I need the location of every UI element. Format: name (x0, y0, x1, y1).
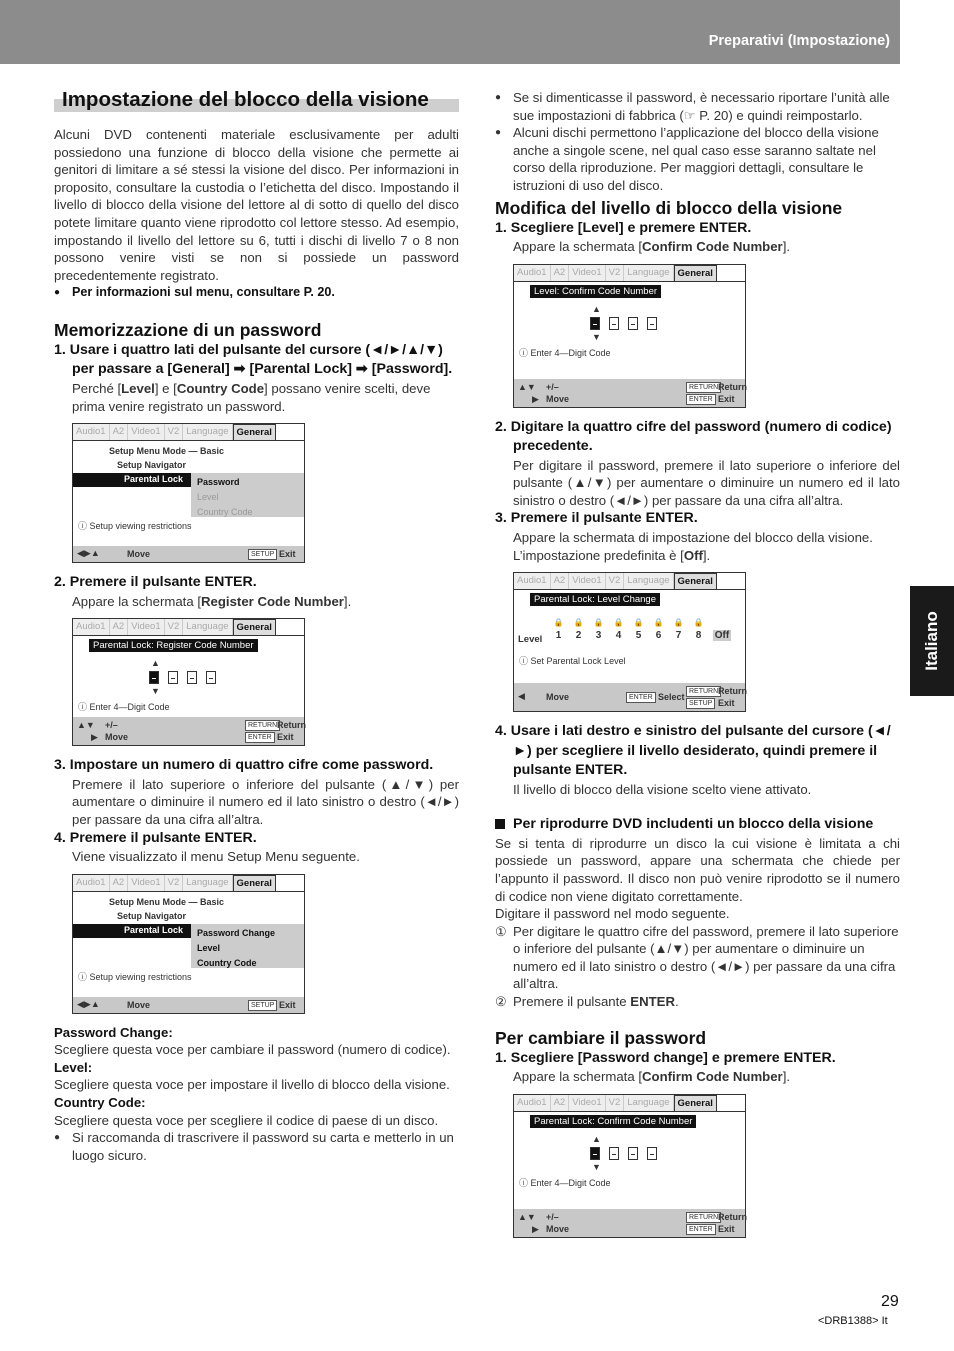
osd-password-menu: Audio1 A2 Video1 V2 Language General Setup Menu Mode — Basic Setup Navigator Parental Lock Password Level Country Code ⓘ Setup viewing restrictions ◀▶▲ Move SETUP Exit (72, 423, 305, 563)
left-column: Impostazione del blocco della visione Alcuni DVD contenenti materiale esclusivamente per adulti possiedono una funzione di blocco della visione che permette ai genitori di limitare a sé stessi la visione del disco. Per informazioni in proposito, consultare la custodia o l’etichetta del disco. Impostando il livello di blocco della visione del lettore al di sotto di quello del disco potete limitare quanto viene riprodotto col lettore stesso. Ad esempio, impostando il livello del lettore su 6, tutti i dischi di livello 7 o 8 non possono venire visti se non si possiede un password precedentemente registrato. ● Per informazioni sul menu, consultare P. 20. Memorizzazione di un password 1. Usare i quattro lati del pulsante del cursore (◄/►/▲/▼) per passare a [General] ➡ [Parental Lock] ➡ [Password]. Perché [Level] e [Country Code] possano venire scelti, deve prima venire registrato un password. Audio1 A2 Video1 V2 Language General Setup Menu Mode — Basic Setup Navigator Parental Lock Password Level Country Code ⓘ Setup viewing restrictions ◀▶▲ Move SETUP Exit 2. Premere il pulsante ENTER. Appare la schermata [Register Code Number]. Audio1 A2 Video1 V2 Language General Parental Lock: Register Code Number ▲ ▼ ⓘ Enter 4—Digit Code ▲▼ +/– ▶ Move RETURN Return ENTER Exit 3. Impostare un numero di quattro cifre come password. Premere il lato superiore o inferiore del pulsante (▲/▼) per aumentare o diminuire il numero ed il lato sinistro o destro (◄/►) per passare da una cifra all’altra. 4. Premere il pulsante ENTER. Viene visualizzato il menu Setup Menu seguente. Audio1 A2 Video1 V2 Language General Setup Menu Mode — Basic Setup Navigator Parental Lock Password Change Level Country Code ⓘ Setup viewing restrictions ◀▶▲ Move SETUP Exit Password Change: Scegliere questa voce per cambiare il password (numero di codice). Level: Scegliere questa voce per impostare il livello di blocco della visione. Country Code: Scegliere questa voce per scegliere il codice di paese di un disco. ● Si raccomanda di trascrivere il password su carta e metterlo in un luogo sicuro. (54, 88, 459, 1164)
lock-icon: 🔒 (573, 618, 584, 628)
mem-step1: 1. Usare i quattro lati del pulsante del cursore (◄/►/▲/▼) per passare a [General] ➡ [Parental Lock] ➡ [Password]. (54, 341, 453, 378)
intro-bullet: ● Per informazioni sul menu, consultare P. 20. (54, 284, 459, 302)
language-tab: Italiano (910, 586, 954, 696)
osd-register-code: Audio1 A2 Video1 V2 Language General Parental Lock: Register Code Number ▲ ▼ ⓘ Enter 4—Digit Code ▲▼ +/– ▶ Move RETURN Return ENTER Exit (72, 618, 305, 746)
mem-step1-text: Perché [Level] e [Country Code] possano venire scelti, deve prima venire registrato un password. (72, 380, 431, 414)
lock-icon: 🔒 (553, 618, 564, 628)
change-password-heading: Per cambiare il password (495, 1027, 707, 1048)
section-title: Preparativi (Impostazione) (708, 33, 890, 49)
osd-level-change: Audio1 A2 Video1 V2 Language General Parental Lock: Level Change Level 🔒 1 🔒 2 🔒 3 🔒 4 🔒 5 🔒 6 🔒 7 🔒 8 Off ⓘ Set Parental Lock Level ◀ Move ENTER Select RETURN Return SETUP Exit (513, 572, 746, 712)
lock-icon: 🔒 (693, 618, 704, 628)
lock-icon: 🔒 (613, 618, 624, 628)
mem-heading: Memorizzazione di un password (54, 319, 322, 340)
header-bar (0, 0, 900, 64)
lock-icon: 🔒 (593, 618, 604, 628)
info-icon: ⓘ Setup viewing restrictions (78, 521, 192, 532)
lock-icon: 🔒 (633, 618, 644, 628)
page-title: Impostazione del blocco della visione (54, 88, 459, 112)
level-option: 🔒 5 (633, 618, 644, 642)
level-option: 🔒 1 (553, 618, 564, 642)
level-heading: Modifica del livello di blocco della visione (495, 197, 843, 218)
level-option: 🔒 2 (573, 618, 584, 642)
mem-step4: 4. Premere il pulsante ENTER. (54, 829, 257, 846)
lock-icon: 🔒 (653, 618, 664, 628)
doc-code: <DRB1388> It (818, 1315, 888, 1327)
intro-text: Alcuni DVD contenenti materiale esclusivamente per adulti possiedono una funzione di blocco della visione che permette ai genitori di limitare a sé stessi la visione del disco. Per informazioni in proposito, consultare la custodia o l’etichetta del disco. Impostando il livello di blocco della visione del lettore al di sotto di quello del disco potete limitare quanto viene riprodotto col lettore stesso. Ad esempio, impostando il livello del lettore su 6, tutti i dischi di livello 7 o 8 non possono venire visti se non si possiede un password precedentemente registrato. (54, 127, 459, 283)
level-option: 🔒 7 (673, 618, 684, 642)
osd-password-change-menu: Audio1 A2 Video1 V2 Language General Setup Menu Mode — Basic Setup Navigator Parental Lock Password Change Level Country Code ⓘ Setup viewing restrictions ◀▶▲ Move SETUP Exit (72, 874, 305, 1014)
level-option: Off (714, 630, 730, 642)
level-option: 🔒 3 (593, 618, 604, 642)
osd-level-confirm: Audio1 A2 Video1 V2 Language General Level: Confirm Code Number ▲ ▼ ⓘ Enter 4—Digit Code ▲▼ +/– ▶ Move RETURN Return ENTER Exit (513, 264, 746, 408)
right-column: ● Se si dimenticasse il password, è necessario riportare l’unità alle sue impostazioni di fabbrica (☞ P. 20) e quindi reimpostarlo. ● Alcuni dischi permettono l’applicazione del blocco della visione anche a singole scene, nel qual caso esse saranno saltate nel corso della riproduzione. Per maggiori dettagli, consultare le istruzioni di uso del disco. Modifica del livello di blocco della visione 1. Scegliere [Level] e premere ENTER. Appare la schermata [Confirm Code Number]. Audio1 A2 Video1 V2 Language General Level: Confirm Code Number ▲ ▼ ⓘ Enter 4—Digit Code ▲▼ +/– ▶ Move RETURN Return ENTER Exit 2. Digitare la quattro cifre del password (numero di codice) precedente. Per digitare il password, premere il lato superiore o inferiore del pulsante (▲/▼) per aumentare o diminuire un numero ed il lato sinistro o destro (◄/►) per passare da una cifra all’altra. 3. Premere il pulsante ENTER. Appare la schermata di impostazione del blocco della visione. L’impostazione predefinita è [Off]. Audio1 A2 Video1 V2 Language General Parental Lock: Level Change Level 🔒 1 🔒 2 🔒 3 🔒 4 🔒 5 🔒 6 🔒 7 🔒 8 Off ⓘ Set Parental Lock Level ◀ Move ENTER Select RETURN Return SETUP Exit 4. Usare i lati destro e sinistro del pulsante del cursore (◄/►) per scegliere il livello desiderato, quindi premere il pulsante ENTER. Il livello di blocco della visione scelto viene attivato. Per riprodurre DVD includenti un blocco della visione Se si tenta di riprodurre un disco la cui visione è limitata a chi possiede un password, appare una schermata che chiede per l’appunto il password. Il disco non può venire riprodotto se il numero di codice non viene digitato correttamente. Digitare il password nel modo seguente. ① Per digitare le quattro cifre del password, premere il lato superiore o inferiore del pulsante (▲/▼) per aumentare o diminuire un numero ed il lato sinistro o destro (◄/►) per passare da una cifra all’altra. ② Premere il pulsante ENTER. Per cambiare il password 1. Scegliere [Password change] e premere ENTER. Appare la schermata [Confirm Code Number]. Audio1 A2 Video1 V2 Language General Parental Lock: Confirm Code Number ▲ ▼ ⓘ Enter 4—Digit Code ▲▼ +/– ▶ Move RETURN Return ENTER Exit (495, 89, 900, 1248)
level-option: 🔒 6 (653, 618, 664, 642)
osd-password-confirm: Audio1 A2 Video1 V2 Language General Parental Lock: Confirm Code Number ▲ ▼ ⓘ Enter 4—Digit Code ▲▼ +/– ▶ Move RETURN Return ENTER Exit (513, 1094, 746, 1238)
mem-step2: 2. Premere il pulsante ENTER. (54, 574, 257, 591)
page-number: 29 (881, 1293, 899, 1310)
level-option: 🔒 8 (693, 618, 704, 642)
mem-step3: 3. Impostare un numero di quattro cifre come password. (54, 757, 434, 774)
lock-icon: 🔒 (673, 618, 684, 628)
level-option: 🔒 4 (613, 618, 624, 642)
